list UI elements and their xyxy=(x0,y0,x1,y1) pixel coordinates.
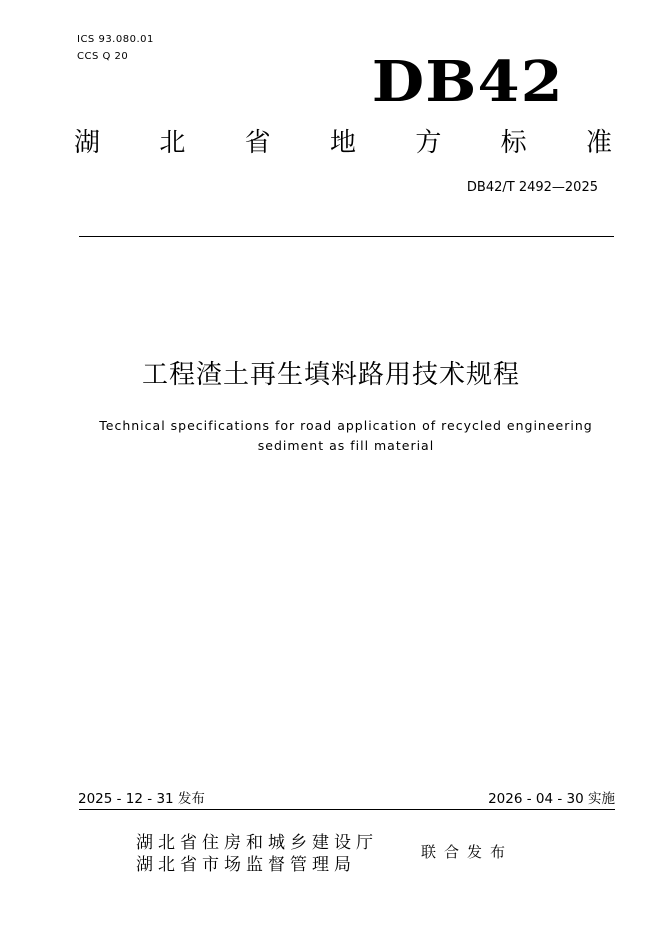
standard-number: DB42/T 2492—2025 xyxy=(466,180,598,195)
standard-type-char: 准 xyxy=(585,128,612,158)
bottom-divider xyxy=(79,809,615,810)
standard-type-heading xyxy=(74,126,612,160)
standard-type-char: 方 xyxy=(415,128,442,158)
standard-type-char: 湖 xyxy=(74,128,101,158)
english-title xyxy=(60,416,632,456)
ccs-code: CCS Q 20 xyxy=(77,51,129,62)
standard-type-char: 北 xyxy=(159,128,186,158)
standard-type-char: 标 xyxy=(500,128,527,158)
classification-codes xyxy=(77,31,154,65)
implementation-date: 2026 - 04 - 30 实施 xyxy=(488,791,615,807)
english-title-line: sediment as fill material xyxy=(257,438,435,453)
top-divider xyxy=(79,236,614,237)
chinese-title: 工程渣土再生填料路用技术规程 xyxy=(141,360,520,390)
joint-issue-label: 联合发布 xyxy=(421,843,514,861)
issue-date: 2025 - 12 - 31 发布 xyxy=(78,791,205,807)
english-title-line: Technical specifications for road application of recycled engineering xyxy=(99,418,593,433)
standard-type-char: 省 xyxy=(244,128,271,158)
ics-code: ICS 93.080.01 xyxy=(77,34,154,45)
issuing-authorities xyxy=(136,832,378,876)
db42-logo: DB42 xyxy=(371,49,564,115)
issuer-line: 湖北省住房和城乡建设厅 xyxy=(136,833,378,853)
standard-type-char: 地 xyxy=(329,128,356,158)
issuer-line: 湖北省市场监督管理局 xyxy=(136,855,356,875)
